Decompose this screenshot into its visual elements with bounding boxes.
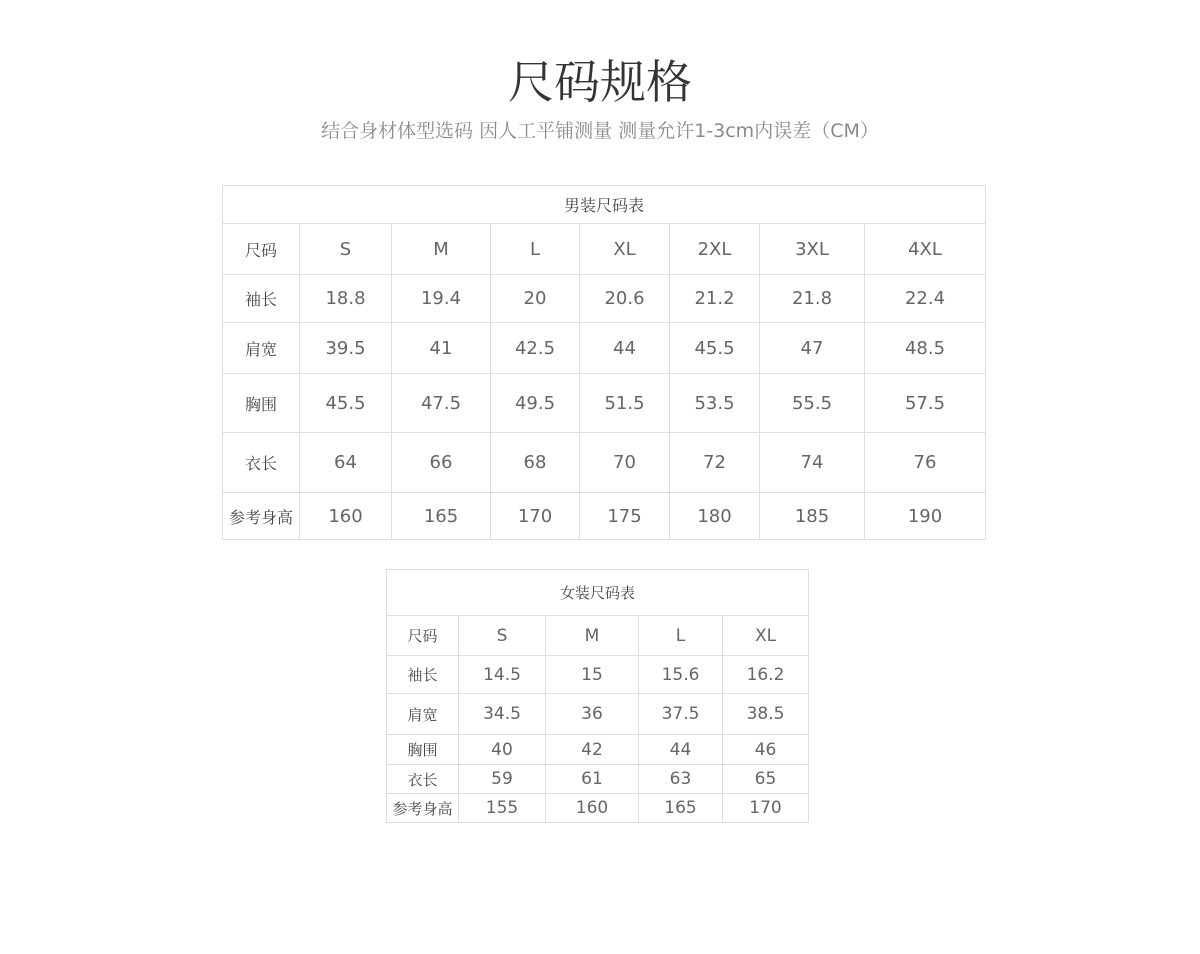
- table-cell: 46: [723, 735, 809, 765]
- table-cell: 65: [723, 765, 809, 794]
- table-cell: 175: [580, 493, 670, 540]
- row-label: 胸围: [387, 735, 459, 765]
- table-cell: 64: [300, 433, 392, 493]
- table-cell: 63: [639, 765, 723, 794]
- row-label: 衣长: [387, 765, 459, 794]
- table-cell: 47.5: [392, 374, 491, 433]
- table-cell: 68: [491, 433, 580, 493]
- table-cell: 20: [491, 275, 580, 323]
- table-cell: 155: [459, 794, 546, 823]
- table-cell: 61: [546, 765, 639, 794]
- table-row: [387, 794, 809, 823]
- table-cell: 37.5: [639, 694, 723, 735]
- table-cell: 47: [760, 323, 865, 374]
- table-cell: 44: [639, 735, 723, 765]
- table-cell: 57.5: [865, 374, 986, 433]
- table-cell: 41: [392, 323, 491, 374]
- women-header-cell: S: [459, 616, 546, 656]
- table-cell: 185: [760, 493, 865, 540]
- men-header-row: [223, 224, 986, 275]
- table-cell: 170: [491, 493, 580, 540]
- table-cell: 51.5: [580, 374, 670, 433]
- table-cell: 42.5: [491, 323, 580, 374]
- table-row: [223, 493, 986, 540]
- table-row: [387, 765, 809, 794]
- men-header-cell: L: [491, 224, 580, 275]
- row-label: 袖长: [223, 275, 300, 323]
- men-header-cell: 2XL: [670, 224, 760, 275]
- table-cell: 70: [580, 433, 670, 493]
- table-cell: 38.5: [723, 694, 809, 735]
- table-cell: 15: [546, 656, 639, 694]
- table-cell: 21.8: [760, 275, 865, 323]
- men-header-cell: M: [392, 224, 491, 275]
- table-cell: 20.6: [580, 275, 670, 323]
- table-cell: 16.2: [723, 656, 809, 694]
- row-label: 胸围: [223, 374, 300, 433]
- table-cell: 19.4: [392, 275, 491, 323]
- page-subtitle: 结合身材体型选码 因人工平铺测量 测量允许1-3cm内误差（CM）: [321, 120, 879, 142]
- row-label: 参考身高: [387, 794, 459, 823]
- table-cell: 48.5: [865, 323, 986, 374]
- table-cell: 36: [546, 694, 639, 735]
- women-table-caption: 女装尺码表: [387, 570, 809, 616]
- table-cell: 76: [865, 433, 986, 493]
- table-cell: 165: [639, 794, 723, 823]
- table-cell: 55.5: [760, 374, 865, 433]
- men-size-table: [222, 185, 986, 540]
- table-cell: 160: [546, 794, 639, 823]
- row-label: 袖长: [387, 656, 459, 694]
- women-header-cell: XL: [723, 616, 809, 656]
- women-size-table: [386, 569, 809, 823]
- table-cell: 72: [670, 433, 760, 493]
- table-cell: 42: [546, 735, 639, 765]
- table-cell: 165: [392, 493, 491, 540]
- men-header-cell: 3XL: [760, 224, 865, 275]
- table-cell: 14.5: [459, 656, 546, 694]
- row-label: 衣长: [223, 433, 300, 493]
- women-header-row: [387, 616, 809, 656]
- table-row: [387, 735, 809, 765]
- table-cell: 49.5: [491, 374, 580, 433]
- table-cell: 66: [392, 433, 491, 493]
- table-cell: 34.5: [459, 694, 546, 735]
- table-row: [223, 433, 986, 493]
- women-header-cell: 尺码: [387, 616, 459, 656]
- table-cell: 45.5: [300, 374, 392, 433]
- table-cell: 45.5: [670, 323, 760, 374]
- men-header-cell: S: [300, 224, 392, 275]
- table-cell: 40: [459, 735, 546, 765]
- table-cell: 170: [723, 794, 809, 823]
- men-header-cell: XL: [580, 224, 670, 275]
- table-cell: 44: [580, 323, 670, 374]
- row-label: 肩宽: [387, 694, 459, 735]
- men-header-cell: 4XL: [865, 224, 986, 275]
- table-cell: 180: [670, 493, 760, 540]
- table-row: [387, 656, 809, 694]
- women-header-cell: M: [546, 616, 639, 656]
- table-cell: 18.8: [300, 275, 392, 323]
- table-cell: 160: [300, 493, 392, 540]
- table-row: [223, 374, 986, 433]
- table-cell: 21.2: [670, 275, 760, 323]
- table-cell: 15.6: [639, 656, 723, 694]
- page-title: 尺码规格: [508, 55, 692, 109]
- table-row: [223, 323, 986, 374]
- women-header-cell: L: [639, 616, 723, 656]
- men-table-caption: 男装尺码表: [223, 186, 986, 224]
- table-cell: 74: [760, 433, 865, 493]
- table-cell: 59: [459, 765, 546, 794]
- table-cell: 39.5: [300, 323, 392, 374]
- row-label: 参考身高: [223, 493, 300, 540]
- men-header-cell: 尺码: [223, 224, 300, 275]
- table-row: [387, 694, 809, 735]
- table-cell: 22.4: [865, 275, 986, 323]
- table-cell: 53.5: [670, 374, 760, 433]
- table-cell: 190: [865, 493, 986, 540]
- table-row: [223, 275, 986, 323]
- row-label: 肩宽: [223, 323, 300, 374]
